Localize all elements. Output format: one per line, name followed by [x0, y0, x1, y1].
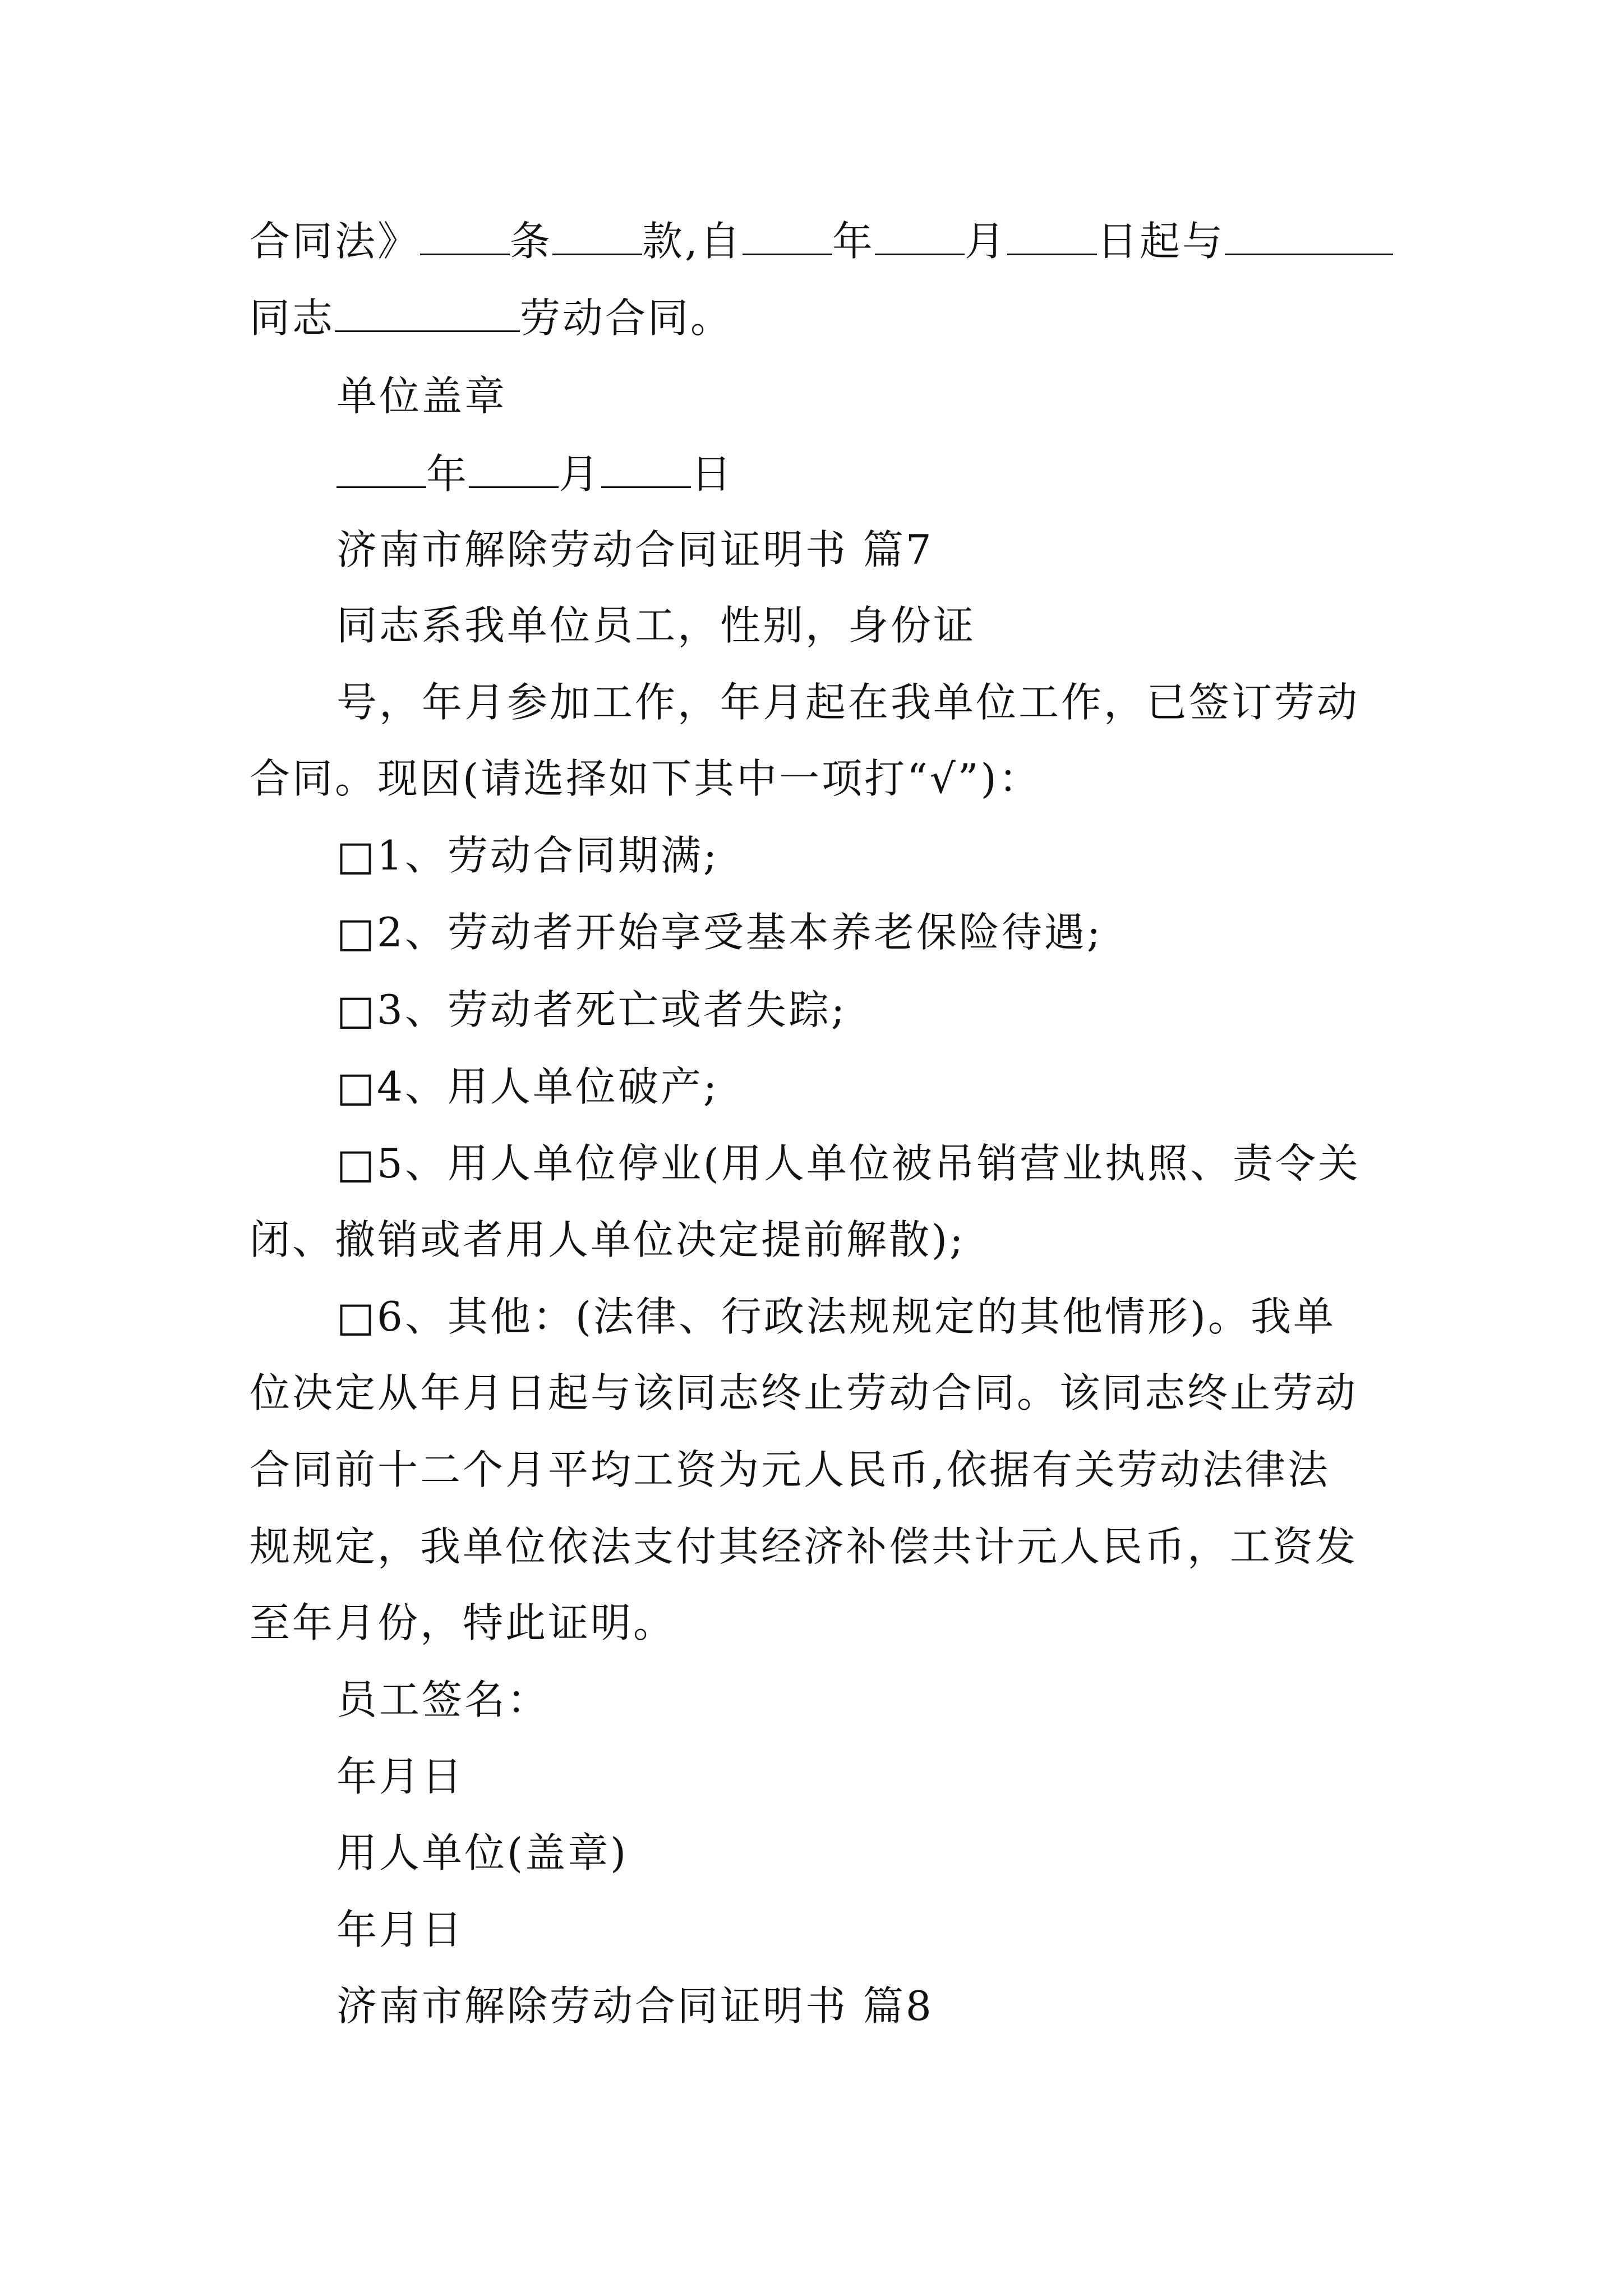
- text-segment: 条: [510, 218, 553, 265]
- paragraph-line: 同志系我单位员工，性别，身份证: [336, 602, 976, 649]
- text-segment: 月: [559, 450, 602, 498]
- blank-clause: [552, 219, 642, 255]
- text-segment: 同志: [250, 295, 335, 342]
- blank-month: [875, 219, 965, 255]
- option-3: □3、劳动者死亡或者失踪;: [336, 986, 847, 1033]
- contract-law-line: [250, 213, 1393, 269]
- blank-article: [420, 219, 510, 255]
- employer-seal-label: 用人单位(盖章): [336, 1829, 629, 1876]
- comrade-line: [250, 290, 733, 346]
- paragraph-line: 号，年月参加工作，年月起在我单位工作，已签订劳动: [336, 679, 1360, 726]
- text-segment: 月: [964, 218, 1007, 265]
- text-segment: 日: [691, 450, 734, 498]
- date-label: 年月日: [336, 1906, 465, 1953]
- text-segment: 合同法》: [250, 218, 421, 265]
- paragraph-line: 合同前十二个月平均工资为元人民币,依据有关劳动法律法: [250, 1446, 1330, 1493]
- option-2: □2、劳动者开始享受基本养老保险待遇;: [336, 909, 1103, 956]
- blank-day: [1007, 219, 1097, 255]
- blank-month: [469, 452, 559, 488]
- option-5-continued: 闭、撤销或者用人单位决定提前解散);: [250, 1216, 966, 1263]
- section-heading-7: 济南市解除劳动合同证明书 篇7: [336, 526, 934, 573]
- text-segment: 劳动合同。: [520, 295, 734, 342]
- blank-year: [336, 452, 426, 488]
- text-segment: 年: [426, 450, 469, 498]
- option-1: □1、劳动合同期满;: [336, 832, 720, 879]
- blank-name: [1225, 219, 1393, 255]
- paragraph-line: 位决定从年月日起与该同志终止劳动合同。该同志终止劳动: [250, 1369, 1358, 1416]
- date-label: 年月日: [336, 1753, 465, 1800]
- option-5: □5、用人单位停业(用人单位被吊销营业执照、责令关: [336, 1140, 1361, 1187]
- text-segment: 年: [832, 218, 875, 265]
- seal-label: 单位盖章: [336, 372, 508, 420]
- option-6: □6、其他：(法律、行政法规规定的其他情形)。我单: [336, 1293, 1336, 1340]
- blank-action: [335, 296, 520, 332]
- employee-signature-label: 员工签名：: [336, 1676, 550, 1723]
- paragraph-line: 至年月份，特此证明。: [250, 1599, 676, 1646]
- section-heading-8: 济南市解除劳动合同证明书 篇8: [336, 1982, 934, 2030]
- date-line: [336, 446, 734, 502]
- paragraph-line: 合同。现因(请选择如下其中一项打“√”)：: [250, 755, 1041, 802]
- option-4: □4、用人单位破产;: [336, 1063, 720, 1110]
- text-segment: 款,自: [642, 218, 743, 265]
- text-segment: 日起与: [1096, 218, 1225, 265]
- blank-day: [601, 452, 691, 488]
- blank-year: [743, 219, 832, 255]
- paragraph-line: 规规定，我单位依法支付其经济补偿共计元人民币，工资发: [250, 1523, 1358, 1570]
